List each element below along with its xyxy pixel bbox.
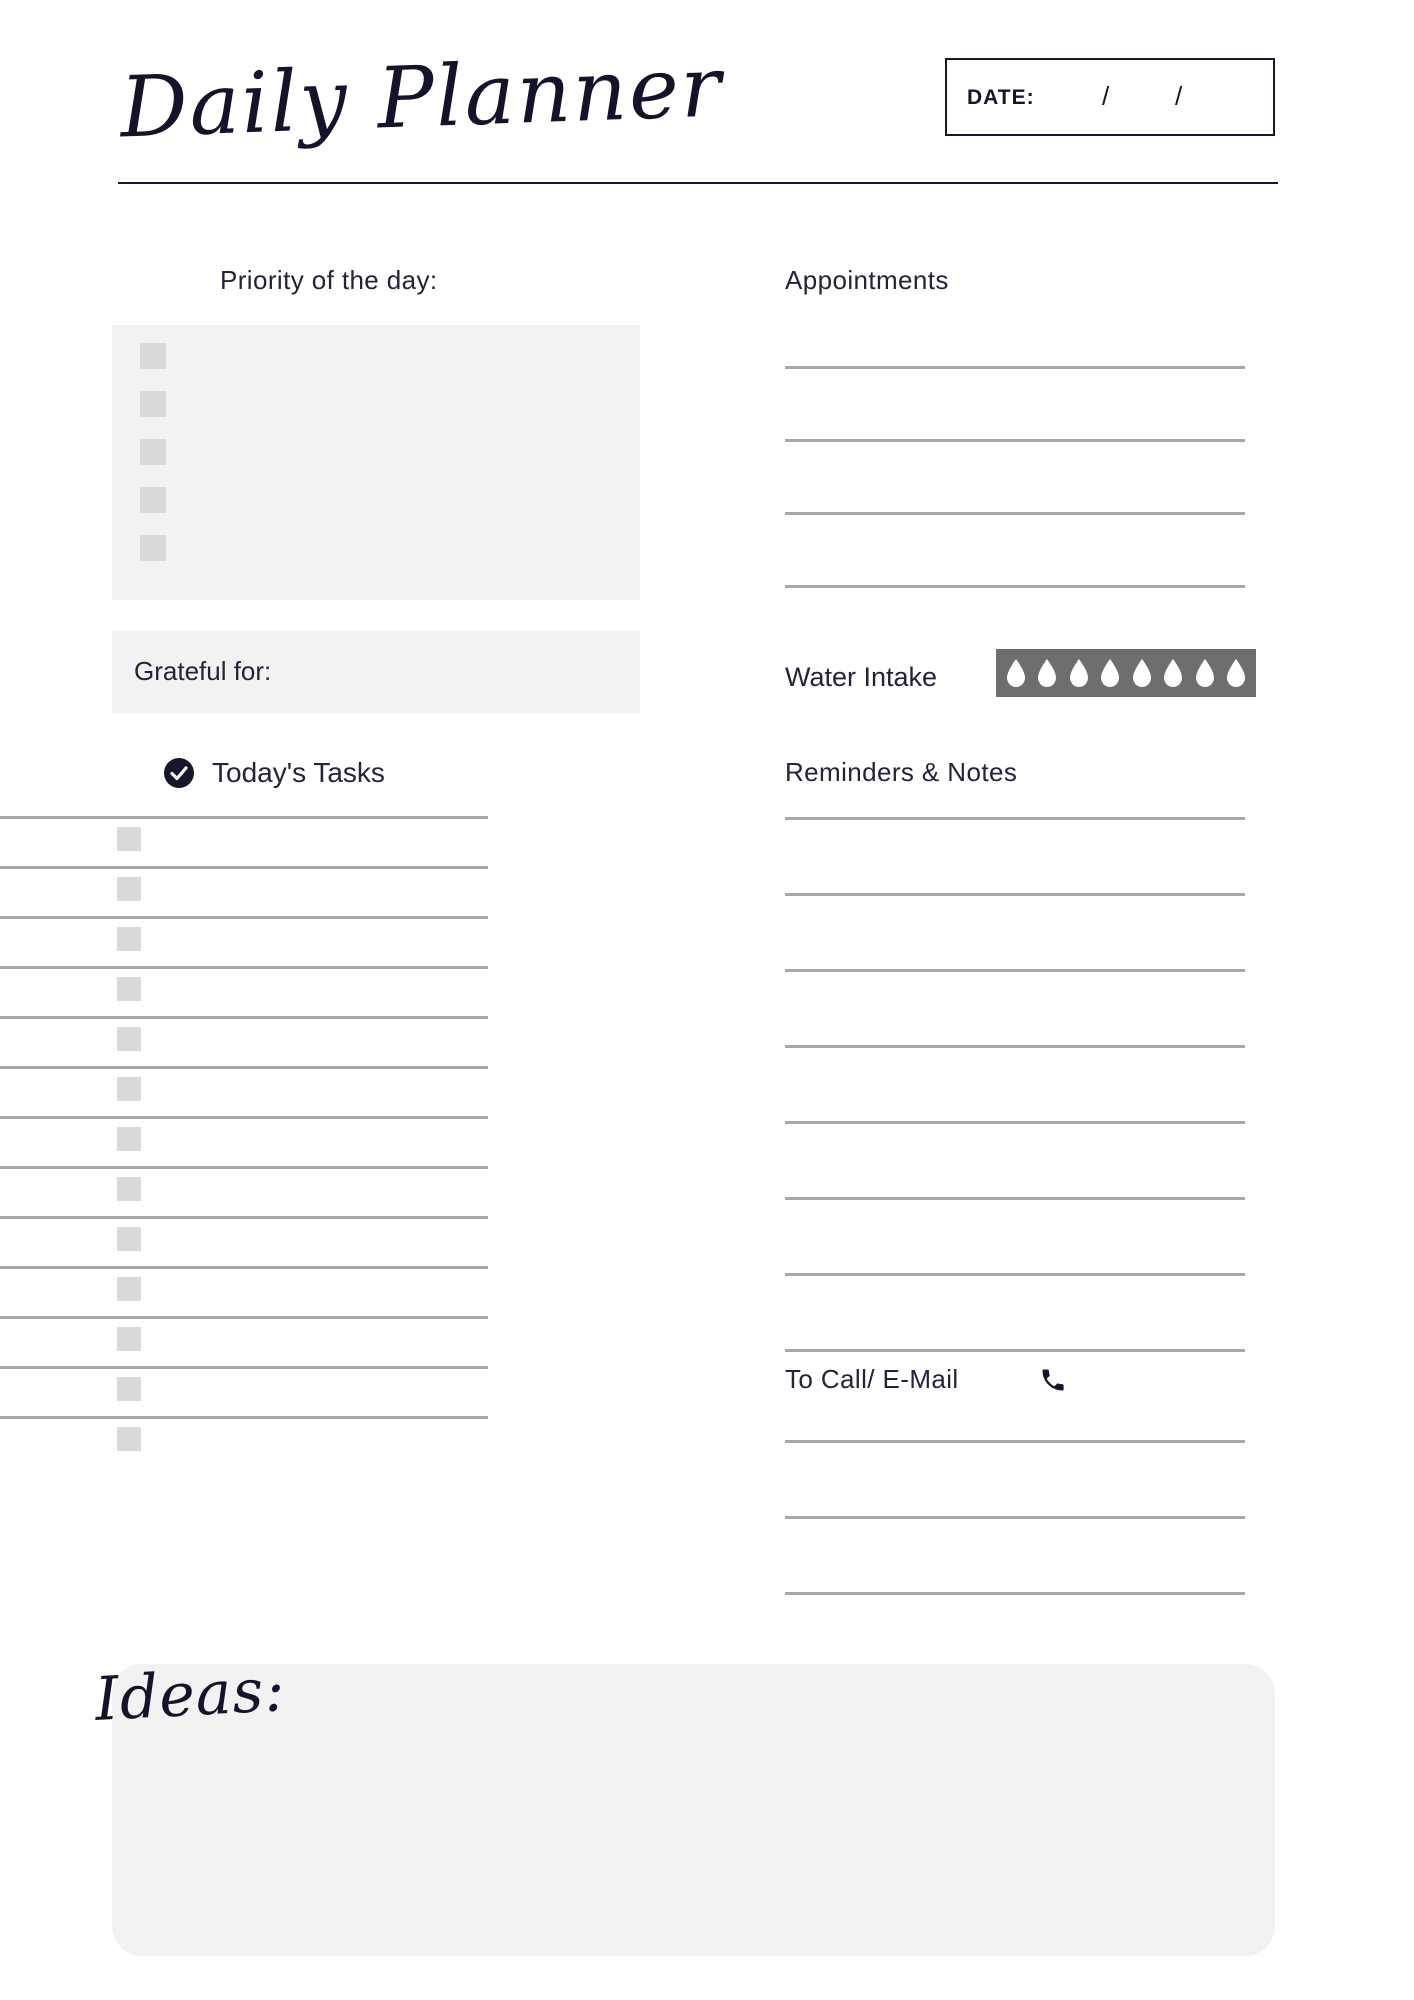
- water-drop-icon[interactable]: [1162, 658, 1184, 688]
- reminder-write-line[interactable]: [785, 1273, 1245, 1276]
- task-checkbox[interactable]: [117, 1227, 141, 1251]
- water-drop-icon[interactable]: [1005, 658, 1027, 688]
- task-write-line[interactable]: [0, 1066, 488, 1069]
- date-field[interactable]: [945, 58, 1275, 136]
- water-drop-icon[interactable]: [1194, 658, 1216, 688]
- ideas-label: Ideas:: [93, 1655, 288, 1735]
- priority-checkbox[interactable]: [140, 487, 166, 513]
- task-write-line[interactable]: [0, 916, 488, 919]
- appointment-write-line[interactable]: [785, 366, 1245, 369]
- reminder-write-line[interactable]: [785, 1197, 1245, 1200]
- water-intake-tracker[interactable]: [996, 649, 1256, 697]
- priority-checkbox[interactable]: [140, 391, 166, 417]
- date-separator-1: /: [1102, 81, 1110, 111]
- task-checkbox[interactable]: [117, 1027, 141, 1051]
- appointment-write-line[interactable]: [785, 512, 1245, 515]
- task-write-line[interactable]: [0, 966, 488, 969]
- reminder-write-line[interactable]: [785, 1349, 1245, 1352]
- grateful-label: Grateful for:: [134, 656, 272, 686]
- appointment-write-line[interactable]: [785, 439, 1245, 442]
- reminder-write-line[interactable]: [785, 817, 1245, 820]
- task-write-line[interactable]: [0, 1316, 488, 1319]
- priority-heading: Priority of the day:: [220, 265, 438, 295]
- task-write-line[interactable]: [0, 1366, 488, 1369]
- water-drop-icon[interactable]: [1225, 658, 1247, 688]
- task-checkbox[interactable]: [117, 1427, 141, 1451]
- page-header: [110, 30, 1275, 190]
- task-write-line[interactable]: [0, 1116, 488, 1119]
- task-checkbox[interactable]: [117, 977, 141, 1001]
- reminder-write-line[interactable]: [785, 893, 1245, 896]
- priority-checkbox[interactable]: [140, 343, 166, 369]
- water-drop-icon[interactable]: [1036, 658, 1058, 688]
- task-checkbox[interactable]: [117, 827, 141, 851]
- priority-checkbox[interactable]: [140, 439, 166, 465]
- tasks-heading: Today's Tasks: [212, 757, 385, 788]
- task-write-line[interactable]: [0, 1266, 488, 1269]
- appointments-heading: Appointments: [785, 265, 949, 295]
- reminder-write-line[interactable]: [785, 969, 1245, 972]
- task-checkbox[interactable]: [117, 1377, 141, 1401]
- water-drop-icon[interactable]: [1099, 658, 1121, 688]
- task-checkbox[interactable]: [117, 1327, 141, 1351]
- date-label: DATE:: [967, 86, 1035, 109]
- water-drop-icon[interactable]: [1131, 658, 1153, 688]
- call-email-heading: To Call/ E-Mail: [785, 1364, 959, 1394]
- task-write-line[interactable]: [0, 1016, 488, 1019]
- reminder-write-line[interactable]: [785, 1045, 1245, 1048]
- grateful-panel[interactable]: [112, 631, 640, 713]
- task-write-line[interactable]: [0, 816, 488, 819]
- ideas-panel[interactable]: [112, 1664, 1275, 1956]
- reminders-heading: Reminders & Notes: [785, 757, 1018, 787]
- call-email-write-line[interactable]: [785, 1592, 1245, 1595]
- page-title: Daily Planner: [118, 37, 725, 157]
- title-divider: [118, 182, 1278, 184]
- call-email-write-line[interactable]: [785, 1440, 1245, 1443]
- task-checkbox[interactable]: [117, 1277, 141, 1301]
- task-write-line[interactable]: [0, 1166, 488, 1169]
- priority-checkbox[interactable]: [140, 535, 166, 561]
- task-write-line[interactable]: [0, 1416, 488, 1419]
- task-checkbox[interactable]: [117, 877, 141, 901]
- priority-panel[interactable]: [112, 325, 640, 600]
- check-circle-icon: [163, 757, 195, 789]
- date-separator-2: /: [1175, 81, 1183, 111]
- call-email-write-line[interactable]: [785, 1516, 1245, 1519]
- appointment-write-line[interactable]: [785, 585, 1245, 588]
- task-write-line[interactable]: [0, 866, 488, 869]
- task-checkbox[interactable]: [117, 927, 141, 951]
- phone-icon: [1039, 1366, 1067, 1394]
- task-write-line[interactable]: [0, 1216, 488, 1219]
- water-intake-label: Water Intake: [785, 662, 938, 692]
- task-checkbox[interactable]: [117, 1177, 141, 1201]
- task-checkbox[interactable]: [117, 1077, 141, 1101]
- task-checkbox[interactable]: [117, 1127, 141, 1151]
- reminder-write-line[interactable]: [785, 1121, 1245, 1124]
- water-drop-icon[interactable]: [1068, 658, 1090, 688]
